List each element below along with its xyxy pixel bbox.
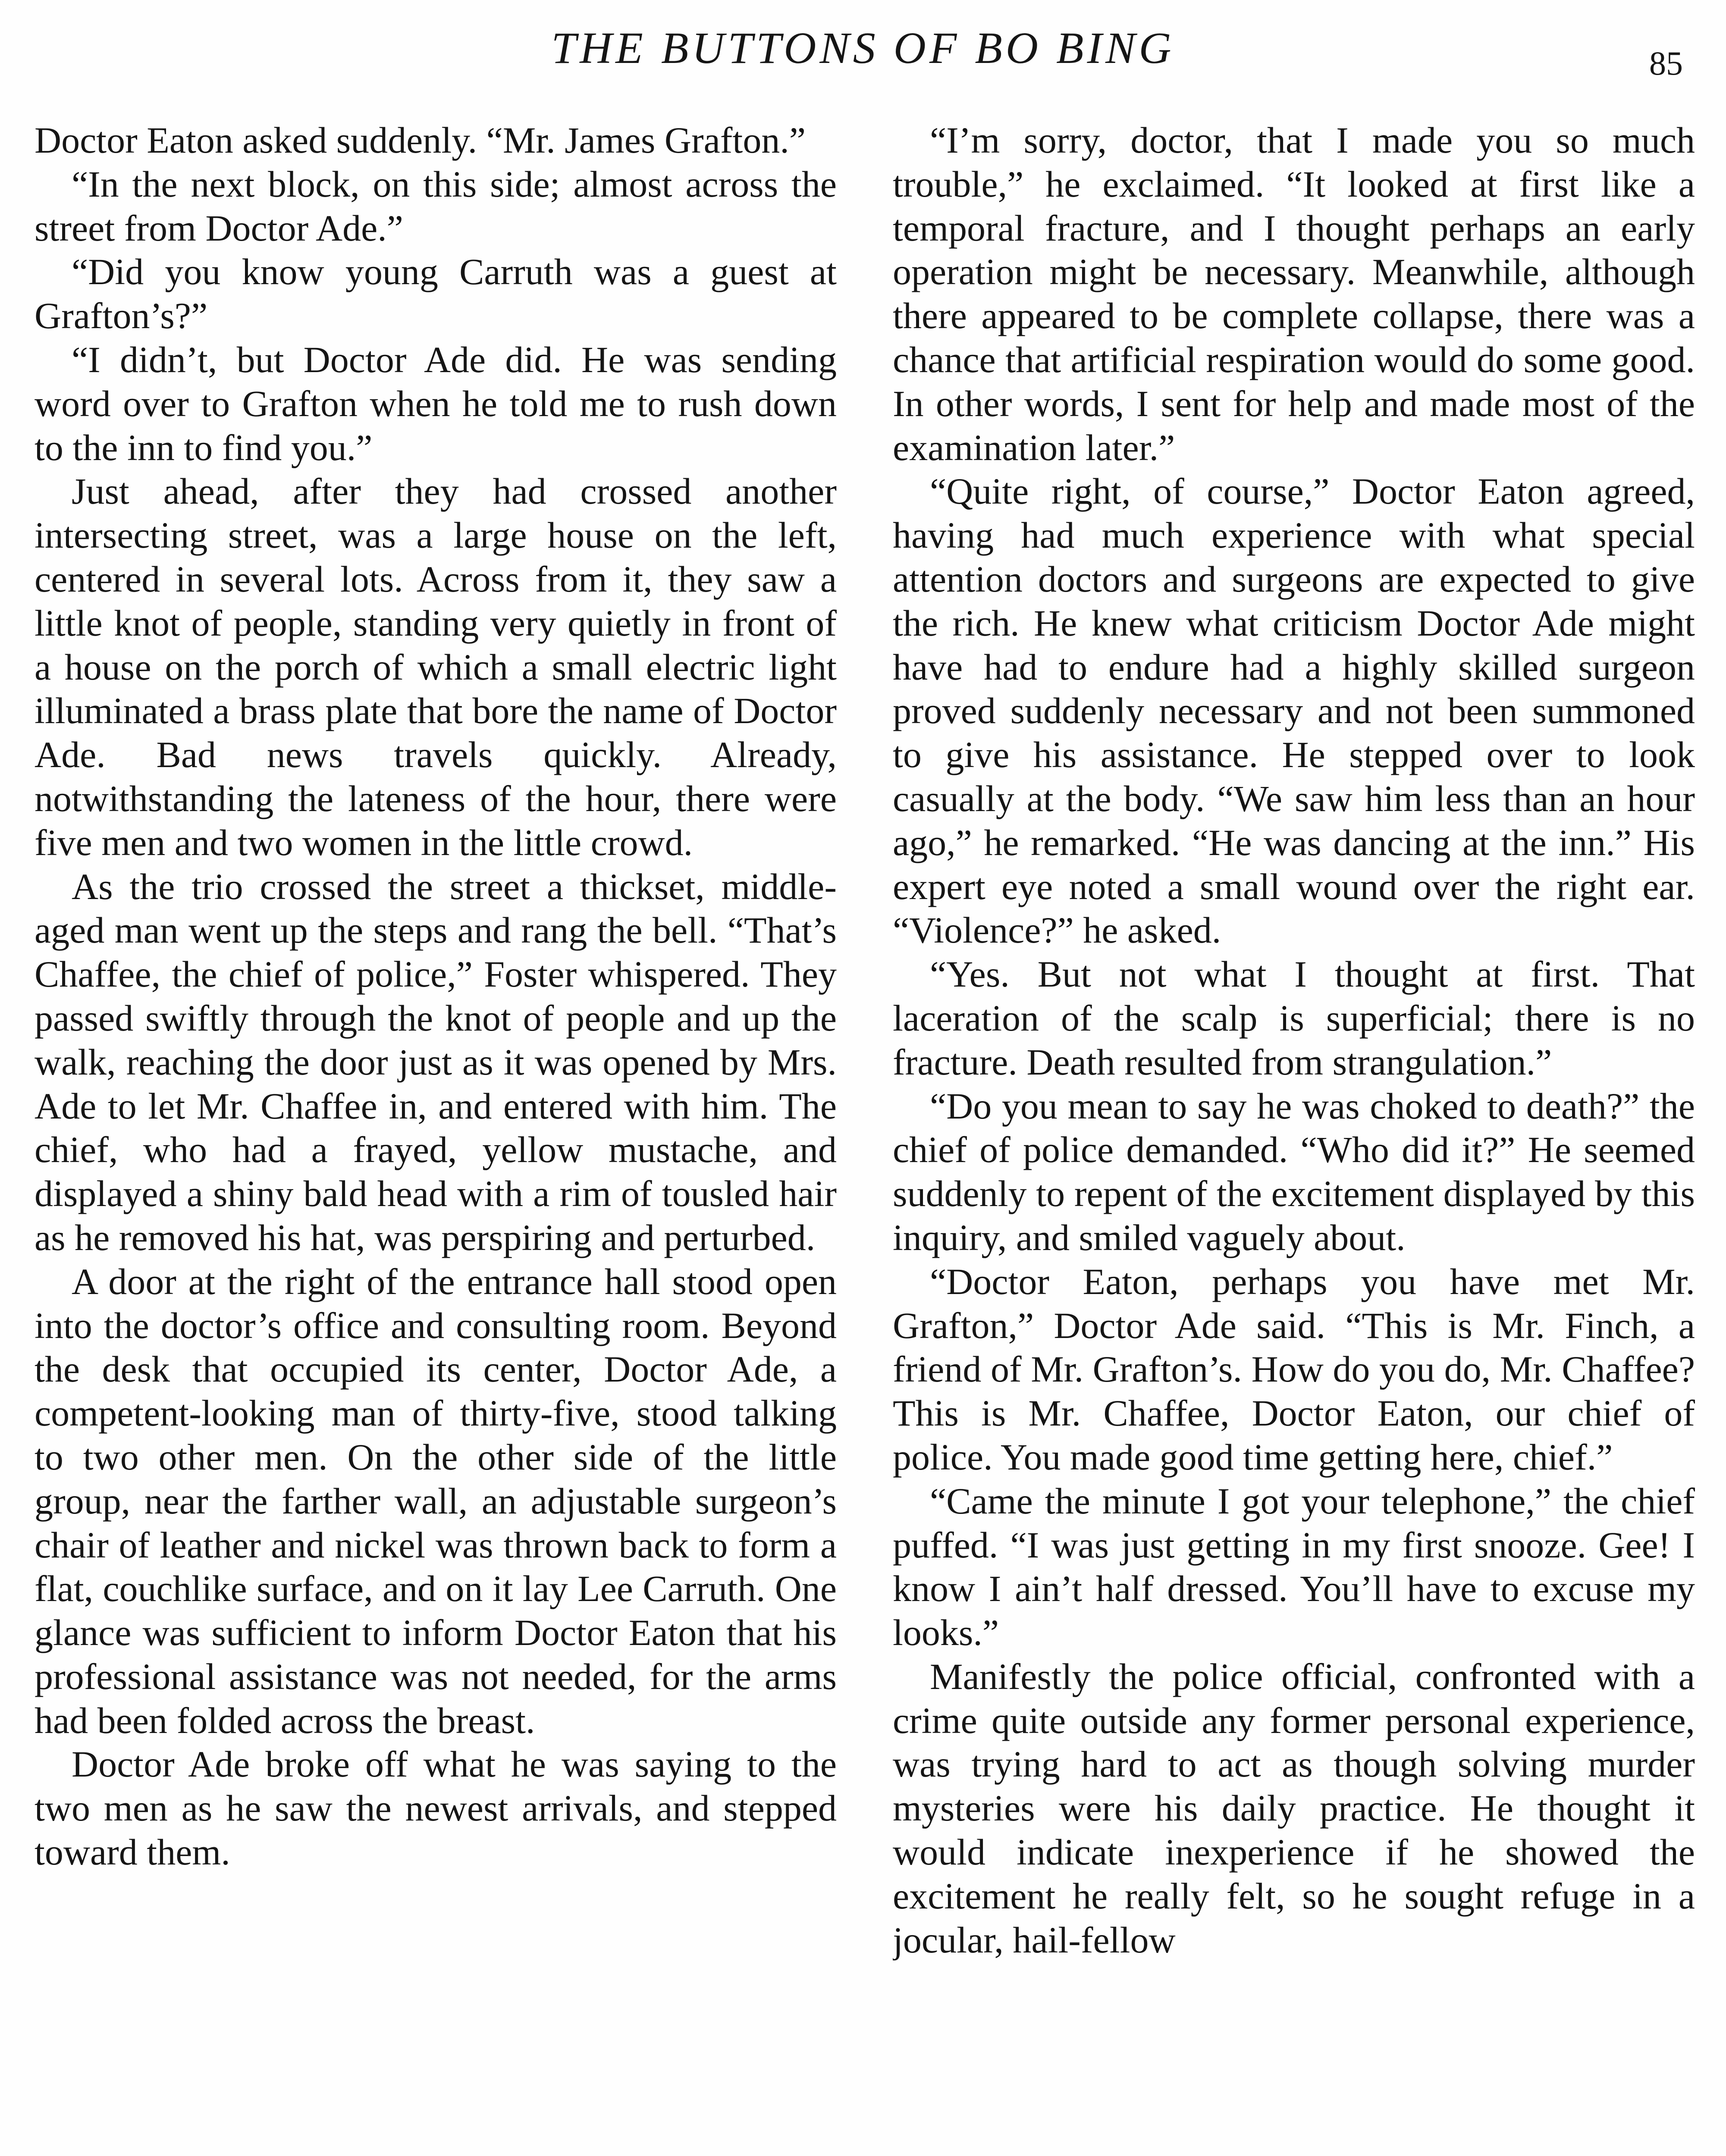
- page-number: 85: [1649, 44, 1683, 82]
- paragraph: Just ahead, after they had crossed another intersecting street, was a large house on the left, centered in several lots. Across from it, they saw a little knot of people, standing very quietly in front of a house on the porch of which a small electric light illuminated a brass plate that bore the name of Doctor Ade. Bad news travels quickly. Already, notwithstanding the lateness of the hour, there were five men and two women in the little crowd.: [35, 470, 837, 863]
- left-column: [35, 119, 837, 2156]
- paragraph: Doctor Ade broke off what he was saying to the two men as he saw the newest arrivals, and stepped toward them.: [35, 1743, 837, 1873]
- paragraph: Doctor Eaton asked suddenly. “Mr. James Grafton.”: [35, 119, 806, 161]
- paragraph: “Quite right, of course,” Doctor Eaton agreed, having had much experience with what special attention doctors and surgeons are expected to give the rich. He knew what criticism Doctor Ade might have had to endure had a highly skilled surgeon proved suddenly necessary and not been summoned to give his assistance. He stepped over to look casually at the body. “We saw him less than an hour ago,” he remarked. “He was dancing at the inn.” His expert eye noted a small wound over the right ear. “Violence?” he asked.: [893, 470, 1695, 951]
- paragraph: “Did you know young Carruth was a guest at Grafton’s?”: [35, 251, 837, 337]
- paragraph: Manifestly the police official, confronted with a crime quite outside any former personal experience, was trying hard to act as though solving murder mysteries were his daily practice. He thought it would indicate inexperience if he showed the excitement he really felt, so he sought refuge in a jocular, hail-fellow: [893, 1655, 1695, 1961]
- paragraph: As the trio crossed the street a thickset, middle-aged man went up the steps and rang the bell. “That’s Chaffee, the chief of police,” Foster whispered. They passed swiftly through the knot of people and up the walk, reaching the door just as it was opened by Mrs. Ade to let Mr. Chaffee in, and entered with him. The chief, who had a frayed, yellow mustache, and displayed a shiny bald head with a rim of tousled hair as he removed his hat, was perspiring and perturbed.: [35, 865, 837, 1258]
- running-title: THE BUTTONS OF BO BING: [551, 23, 1175, 73]
- paragraph: “In the next block, on this side; almost across the street from Doctor Ade.”: [35, 163, 837, 249]
- paragraph: “I didn’t, but Doctor Ade did. He was sending word over to Grafton when he told me to rush down to the inn to find you.”: [35, 338, 837, 468]
- paragraph: “Do you mean to say he was choked to death?” the chief of police demanded. “Who did it?” He seemed suddenly to repent of the excitement displayed by this inquiry, and smiled vaguely about.: [893, 1085, 1695, 1258]
- paragraph: “Doctor Eaton, perhaps you have met Mr. Grafton,” Doctor Ade said. “This is Mr. Finch, a friend of Mr. Grafton’s. How do you do, Mr. Chaffee? This is Mr. Chaffee, Doctor Eaton, our chief of police. You made good time getting here, chief.”: [893, 1260, 1695, 1478]
- paragraph: “Yes. But not what I thought at first. That laceration of the scalp is superficial; there is no fracture. Death resulted from strangulation.”: [893, 953, 1695, 1083]
- right-column: [893, 119, 1695, 2156]
- paragraph: A door at the right of the entrance hall stood open into the doctor’s office and consulting room. Beyond the desk that occupied its center, Doctor Ade, a competent-looking man of thirty-five, stood talking to two other men. On the other side of the little group, near the farther wall, an adjustable surgeon’s chair of leather and nickel was thrown back to form a flat, couchlike surface, and on it lay Lee Carruth. One glance was sufficient to inform Doctor Eaton that his professional assistance was not needed, for the arms had been folded across the breast.: [35, 1260, 837, 1741]
- paragraph: “Came the minute I got your telephone,” the chief puffed. “I was just getting in my first snooze. Gee! I know I ain’t half dressed. You’ll have to excuse my looks.”: [893, 1480, 1695, 1654]
- paragraph: “I’m sorry, doctor, that I made you so much trouble,” he exclaimed. “It looked at first like a temporal fracture, and I thought perhaps an early operation might be necessary. Meanwhile, although there appeared to be complete collapse, there was a chance that artificial respiration would do some good. In other words, I sent for help and made most of the examination later.”: [893, 119, 1695, 468]
